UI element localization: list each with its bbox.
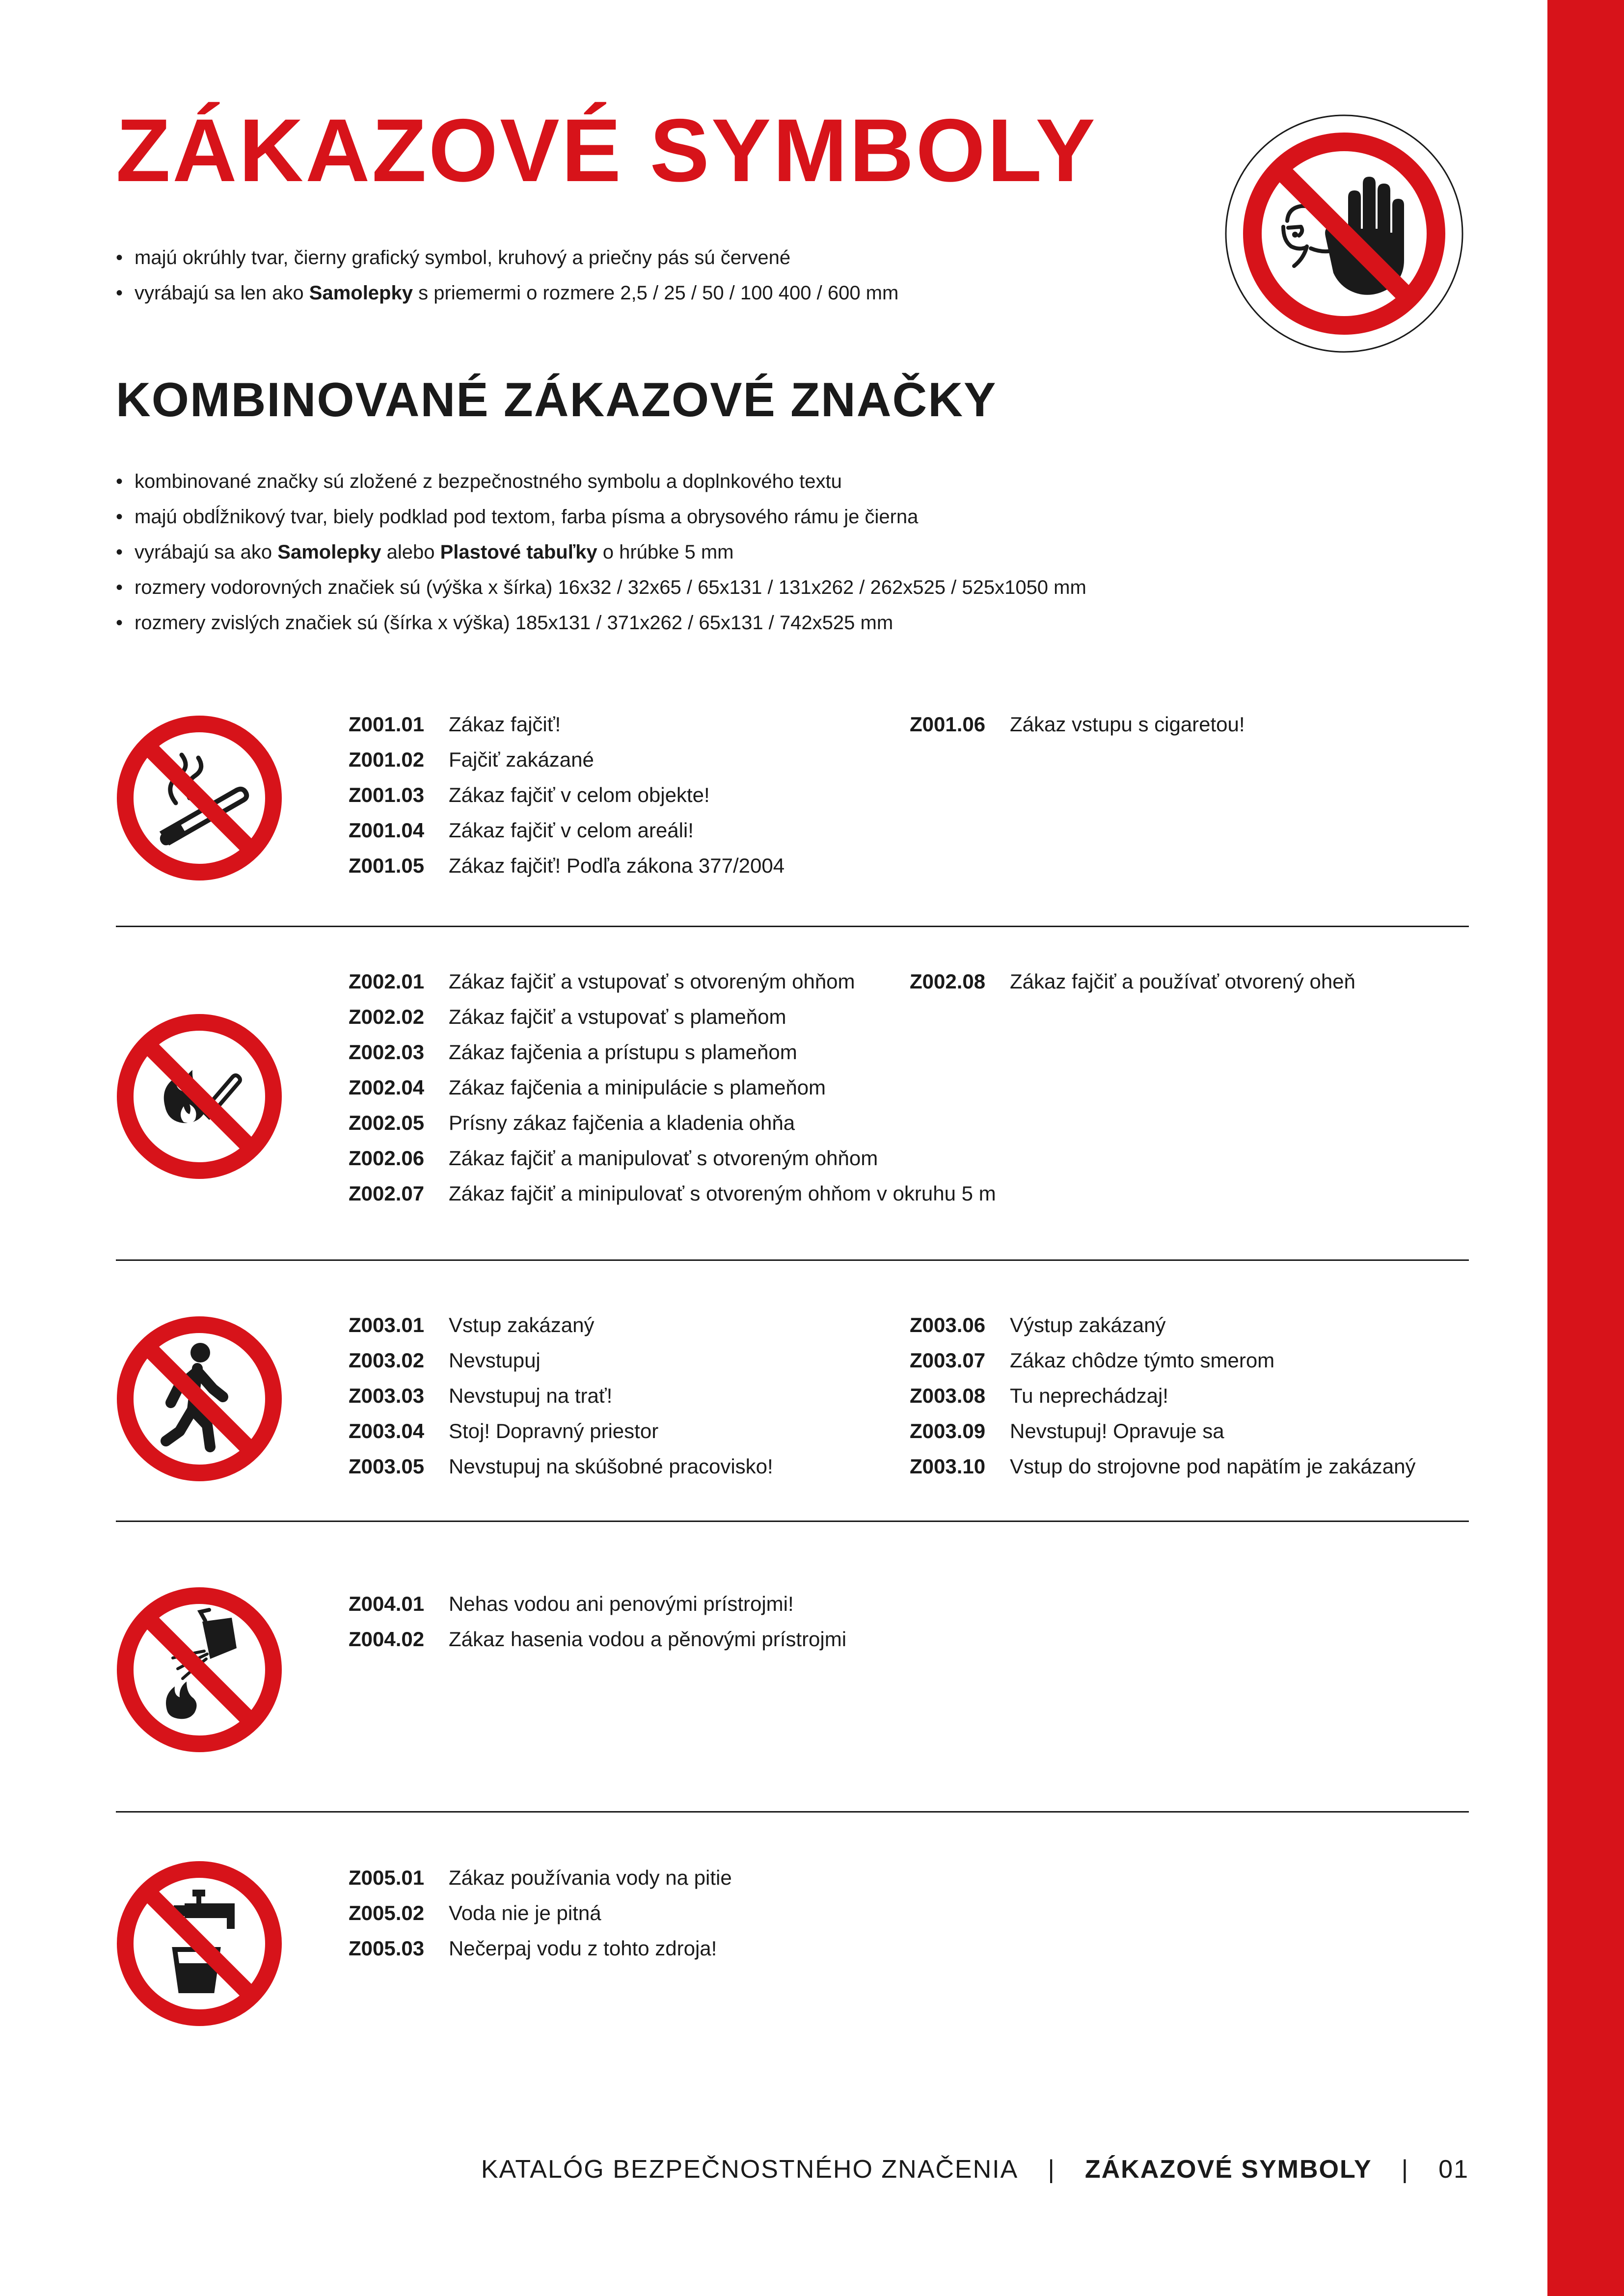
product-description: Stoj! Dopravný priestor: [449, 1419, 659, 1442]
product-description: Voda nie je pitná: [449, 1901, 601, 1924]
product-description: Zákaz fajčiť!: [449, 713, 561, 736]
page-number: 01: [1438, 2155, 1469, 2184]
list-item: [349, 1449, 773, 1484]
list-item: [349, 964, 996, 999]
list-item: [349, 1105, 996, 1141]
product-code: Z001.01: [349, 713, 425, 736]
list-item: [349, 813, 785, 848]
product-code: Z003.06: [910, 1313, 986, 1336]
code-list: [349, 964, 996, 1211]
list-item: [910, 1378, 1416, 1414]
list-item: [349, 707, 785, 742]
list-item: [349, 1586, 846, 1622]
product-code: Z003.02: [349, 1349, 425, 1372]
product-description: Zákaz fajčiť v celom areáli!: [449, 819, 694, 842]
product-code: Z005.02: [349, 1901, 425, 1924]
intro-bullet: • vyrábajú sa len ako Samolepky s priemermi o rozmere 2,5 / 25 / 50 / 100 400 / 600 mm: [116, 275, 898, 311]
product-description: Fajčiť zakázané: [449, 748, 594, 771]
catalog-name: KATALÓG BEZPEČNOSTNÉHO ZNAČENIA: [481, 2155, 1019, 2184]
product-description: Nevstupuj! Opravuje sa: [1010, 1419, 1224, 1442]
list-item: [910, 1414, 1416, 1449]
no-open-flame-icon: [116, 1013, 283, 1180]
product-description: Nevstupuj: [449, 1349, 541, 1372]
page-footer: [481, 2155, 1469, 2184]
intro-bullet-list: [116, 240, 898, 311]
list-item: [910, 1449, 1416, 1484]
divider: [116, 1811, 1469, 1813]
page-title: ZÁKAZOVÉ SYMBOLY: [116, 100, 1097, 200]
product-description: Zákaz používania vody na pitie: [449, 1866, 732, 1889]
list-item: [349, 1070, 996, 1105]
product-description: Zákaz fajčiť a vstupovať s plameňom: [449, 1005, 786, 1028]
product-code: Z002.07: [349, 1182, 425, 1205]
list-item: [349, 999, 996, 1035]
product-description: Zákaz fajčiť a vstupovať s otvoreným ohňom: [449, 970, 855, 993]
product-code: Z003.05: [349, 1455, 425, 1478]
product-description: Vstup zakázaný: [449, 1313, 595, 1336]
list-item: [910, 1308, 1416, 1343]
product-description: Zákaz fajčenia a minipulácie s plameňom: [449, 1076, 826, 1099]
combined-bullet: • rozmery zvislých značiek sú (šírka x výška) 185x131 / 371x262 / 65x131 / 742x525 mm: [116, 605, 1086, 641]
product-code: Z002.01: [349, 970, 425, 993]
product-code: Z003.10: [910, 1455, 986, 1478]
list-item: [349, 1896, 732, 1931]
product-description: Nečerpaj vodu z tohto zdroja!: [449, 1937, 717, 1960]
product-description: Zákaz vstupu s cigaretou!: [1010, 713, 1245, 736]
product-code: Z005.01: [349, 1866, 425, 1889]
product-code: Z001.05: [349, 854, 425, 877]
list-item: [349, 1176, 996, 1211]
divider: [116, 1521, 1469, 1522]
list-item: [349, 1414, 773, 1449]
combined-bullet: • rozmery vodorovných značiek sú (výška x šírka) 16x32 / 32x65 / 65x131 / 131x262 / 262x525 / 525x1050 mm: [116, 570, 1086, 605]
sign-row-z002: [116, 964, 1469, 1239]
no-pedestrians-icon: [116, 1315, 283, 1482]
list-item: [349, 1860, 732, 1896]
combined-bullet: • kombinované značky sú zložené z bezpečnostného symbolu a doplnkového textu: [116, 464, 1086, 499]
divider: [116, 1259, 1469, 1261]
list-item: [910, 1343, 1416, 1378]
product-description: Zákaz fajčiť a používať otvorený oheň: [1010, 970, 1355, 993]
product-code: Z002.03: [349, 1041, 425, 1064]
list-item: [349, 1343, 773, 1378]
list-item: [349, 1378, 773, 1414]
divider: [116, 926, 1469, 927]
product-code: Z004.01: [349, 1592, 425, 1615]
product-code: Z004.02: [349, 1628, 425, 1651]
combined-bullet: • vyrábajú sa ako Samolepky alebo Plastové tabuľky o hrúbke 5 mm: [116, 534, 1086, 570]
list-item: [349, 1035, 996, 1070]
product-code: Z002.04: [349, 1076, 425, 1099]
product-code: Z002.05: [349, 1111, 425, 1134]
product-description: Zákaz fajčiť a minipulovať s otvoreným ohňom v okruhu 5 m: [449, 1182, 996, 1205]
product-code: Z002.08: [910, 970, 986, 993]
section-subtitle: KOMBINOVANÉ ZÁKAZOVÉ ZNAČKY: [116, 373, 997, 427]
product-description: Nehas vodou ani penovými prístrojmi!: [449, 1592, 794, 1615]
sign-row-z004: [116, 1586, 1469, 1763]
product-description: Zákaz fajčiť v celom objekte!: [449, 783, 710, 806]
product-code: Z001.03: [349, 783, 425, 806]
footer-separator: |: [1048, 2155, 1056, 2184]
sign-row-z005: [116, 1860, 1469, 2037]
list-item: [349, 848, 785, 883]
combined-bullet-list: [116, 464, 1086, 641]
product-description: Zákaz fajčiť! Podľa zákona 377/2004: [449, 854, 785, 877]
product-code: Z003.04: [349, 1419, 425, 1442]
list-item: [349, 1141, 996, 1176]
product-description: Tu neprechádzaj!: [1010, 1384, 1168, 1407]
no-smoking-icon: [116, 715, 283, 881]
code-list: [910, 964, 1355, 999]
product-code: Z001.02: [349, 748, 425, 771]
intro-bullet: • majú okrúhly tvar, čierny grafický symbol, kruhový a priečny pás sú červené: [116, 240, 898, 275]
product-code: Z001.06: [910, 713, 986, 736]
code-list: [910, 1308, 1416, 1484]
list-item: [910, 707, 1245, 742]
sign-row-z003: [116, 1308, 1469, 1514]
code-list: [349, 1308, 773, 1484]
no-water-extinguishing-icon: [116, 1586, 283, 1753]
code-list: [910, 707, 1245, 742]
product-description: Zákaz hasenia vodou a pěnovými prístrojmi: [449, 1628, 847, 1651]
code-list: [349, 1860, 732, 1966]
list-item: [349, 1622, 846, 1657]
product-description: Nevstupuj na skúšobné pracovisko!: [449, 1455, 773, 1478]
list-item: [910, 964, 1355, 999]
not-drinking-water-icon: [116, 1860, 283, 2027]
list-item: [349, 1308, 773, 1343]
product-code: Z003.03: [349, 1384, 425, 1407]
side-accent-bar: [1547, 0, 1624, 2296]
no-access-hand-icon: [1224, 114, 1464, 353]
product-code: Z002.06: [349, 1147, 425, 1170]
code-list: [349, 1586, 846, 1657]
product-code: Z001.04: [349, 819, 425, 842]
product-description: Nevstupuj na trať!: [449, 1384, 613, 1407]
product-description: Zákaz chôdze týmto smerom: [1010, 1349, 1275, 1372]
sign-row-z001: [116, 707, 1469, 913]
product-description: Zákaz fajčenia a prístupu s plameňom: [449, 1041, 797, 1064]
list-item: [349, 777, 785, 813]
combined-bullet: • majú obdĺžnikový tvar, biely podklad pod textom, farba písma a obrysového rámu je čierna: [116, 499, 1086, 534]
footer-section-name: ZÁKAZOVÉ SYMBOLY: [1084, 2155, 1372, 2184]
product-code: Z005.03: [349, 1937, 425, 1960]
product-description: Vstup do strojovne pod napätím je zakázaný: [1010, 1455, 1416, 1478]
list-item: [349, 742, 785, 777]
footer-separator: |: [1401, 2155, 1409, 2184]
product-description: Výstup zakázaný: [1010, 1313, 1166, 1336]
product-code: Z002.02: [349, 1005, 425, 1028]
product-description: Zákaz fajčiť a manipulovať s otvoreným ohňom: [449, 1147, 878, 1170]
product-code: Z003.09: [910, 1419, 986, 1442]
code-list: [349, 707, 785, 883]
product-code: Z003.08: [910, 1384, 986, 1407]
product-description: Prísny zákaz fajčenia a kladenia ohňa: [449, 1111, 795, 1134]
list-item: [349, 1931, 732, 1966]
product-code: Z003.07: [910, 1349, 986, 1372]
product-code: Z003.01: [349, 1313, 425, 1336]
